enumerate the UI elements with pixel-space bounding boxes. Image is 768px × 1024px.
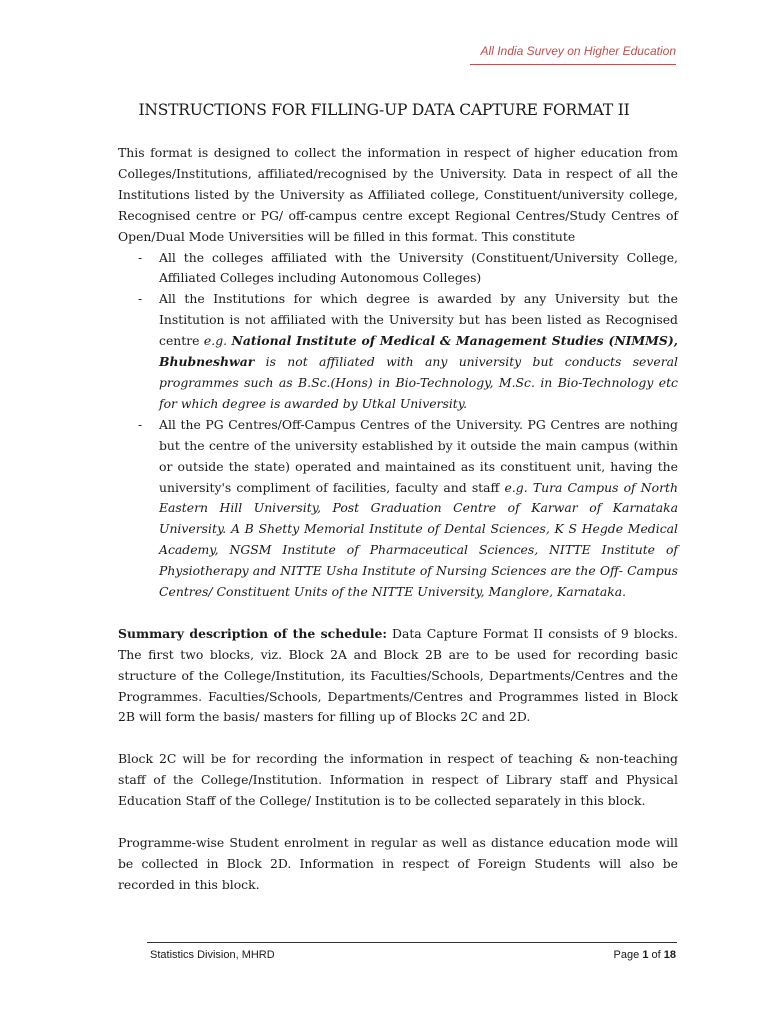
page-title: INSTRUCTIONS FOR FILLING-UP DATA CAPTURE FORMAT II (138, 101, 630, 119)
page-number (614, 949, 676, 961)
summary-paragraph (118, 624, 678, 729)
page-total: 18 (663, 949, 676, 961)
list-item (118, 289, 678, 414)
example-organisation: National Institute of Medical & Management Studies (NIMMS), Bhubneshwar (159, 333, 678, 370)
summary-text: Data Capture Format II consists of 9 blocks. The first two blocks, viz. Block 2A and Block 2B are to be used for recording basic structure of the College/Institution, its Faculties/Schools, Departments/Centres and the Programmes. Faculties/Schools, Departments/Centres and Programmes listed in Block 2B will form the basis/ masters for filling up of Blocks 2C and 2D. (118, 625, 678, 725)
footer-rule (147, 942, 677, 943)
example-note: is not affiliated with any university but conducts several programmes such as B.Sc.(Hons) in Bio-Technology, M.Sc. in Bio-Technology etc for which degree is awarded by Utkal University. (159, 354, 678, 411)
block-2d-paragraph: Programme-wise Student enrolment in regular as well as distance education mode will be collected in Block 2D. Information in respect of Foreign Students will also be recorded in this block. (118, 834, 678, 892)
page-current: 1 (642, 949, 649, 961)
list-dash: - (138, 416, 143, 432)
list-item (118, 415, 678, 603)
running-header: All India Survey on Higher Education (480, 44, 676, 58)
constituent-list (118, 248, 678, 603)
document-body (118, 143, 678, 896)
header-rule (470, 64, 676, 65)
block-2c-paragraph: Block 2C will be for recording the information in respect of teaching & non-teaching staff of the College/Institution. Information in respect of Library staff and Physical Education Staff of the College/ Institution is to be collected separately in this block. (118, 751, 678, 809)
page-word: Page (613, 949, 640, 961)
footer-department: Statistics Division, MHRD (150, 949, 275, 961)
summary-label: Summary description of the schedule: (118, 625, 387, 641)
list-dash: - (138, 291, 143, 307)
example-note: e.g. Tura Campus of North Eastern Hill University, Post Graduation Centre of Karwar of Karnataka University. A B Shetty Memorial Institute of Dental Sciences, K S Hegde Medical Academy, NGSM Institute of Pharmaceutical Sciences, NITTE Institute of Physiotherapy and NITTE Usha Institute of Nursing Sciences are the Off- Campus Centres/ Constituent Units of the NITTE University, Manglore, Karnataka. (159, 479, 678, 600)
of-word: of (651, 949, 661, 961)
list-item-text: All the Institutions for which degree is awarded by any University but the Institution is not affiliated with the University but has been listed as Recognised centre (159, 291, 678, 349)
list-dash: - (138, 249, 143, 265)
eg-label: e.g. (203, 333, 228, 349)
list-item (118, 248, 678, 290)
list-item-text: All the PG Centres/Off-Campus Centres of the University. PG Centres are nothing but the centre of the university established by it outside the main campus (within or outside the state) operated and maintained as its constituent unit, having the university's compliment of facilities, faculty and staff (159, 416, 678, 495)
list-item-text: All the colleges affiliated with the University (Constituent/University College, Affiliated Colleges including Autonomous Colleges) (159, 249, 678, 286)
intro-paragraph: This format is designed to collect the information in respect of higher education from Colleges/Institutions, affiliated/recognised by the University. Data in respect of all the Institutions listed by the University as Affiliated college, Constituent/university college, Recognised centre or PG/ off-campus centre except Regional Centres/Study Centres of Open/Dual Mode Universities will be filled in this format. This constitute (118, 145, 678, 244)
